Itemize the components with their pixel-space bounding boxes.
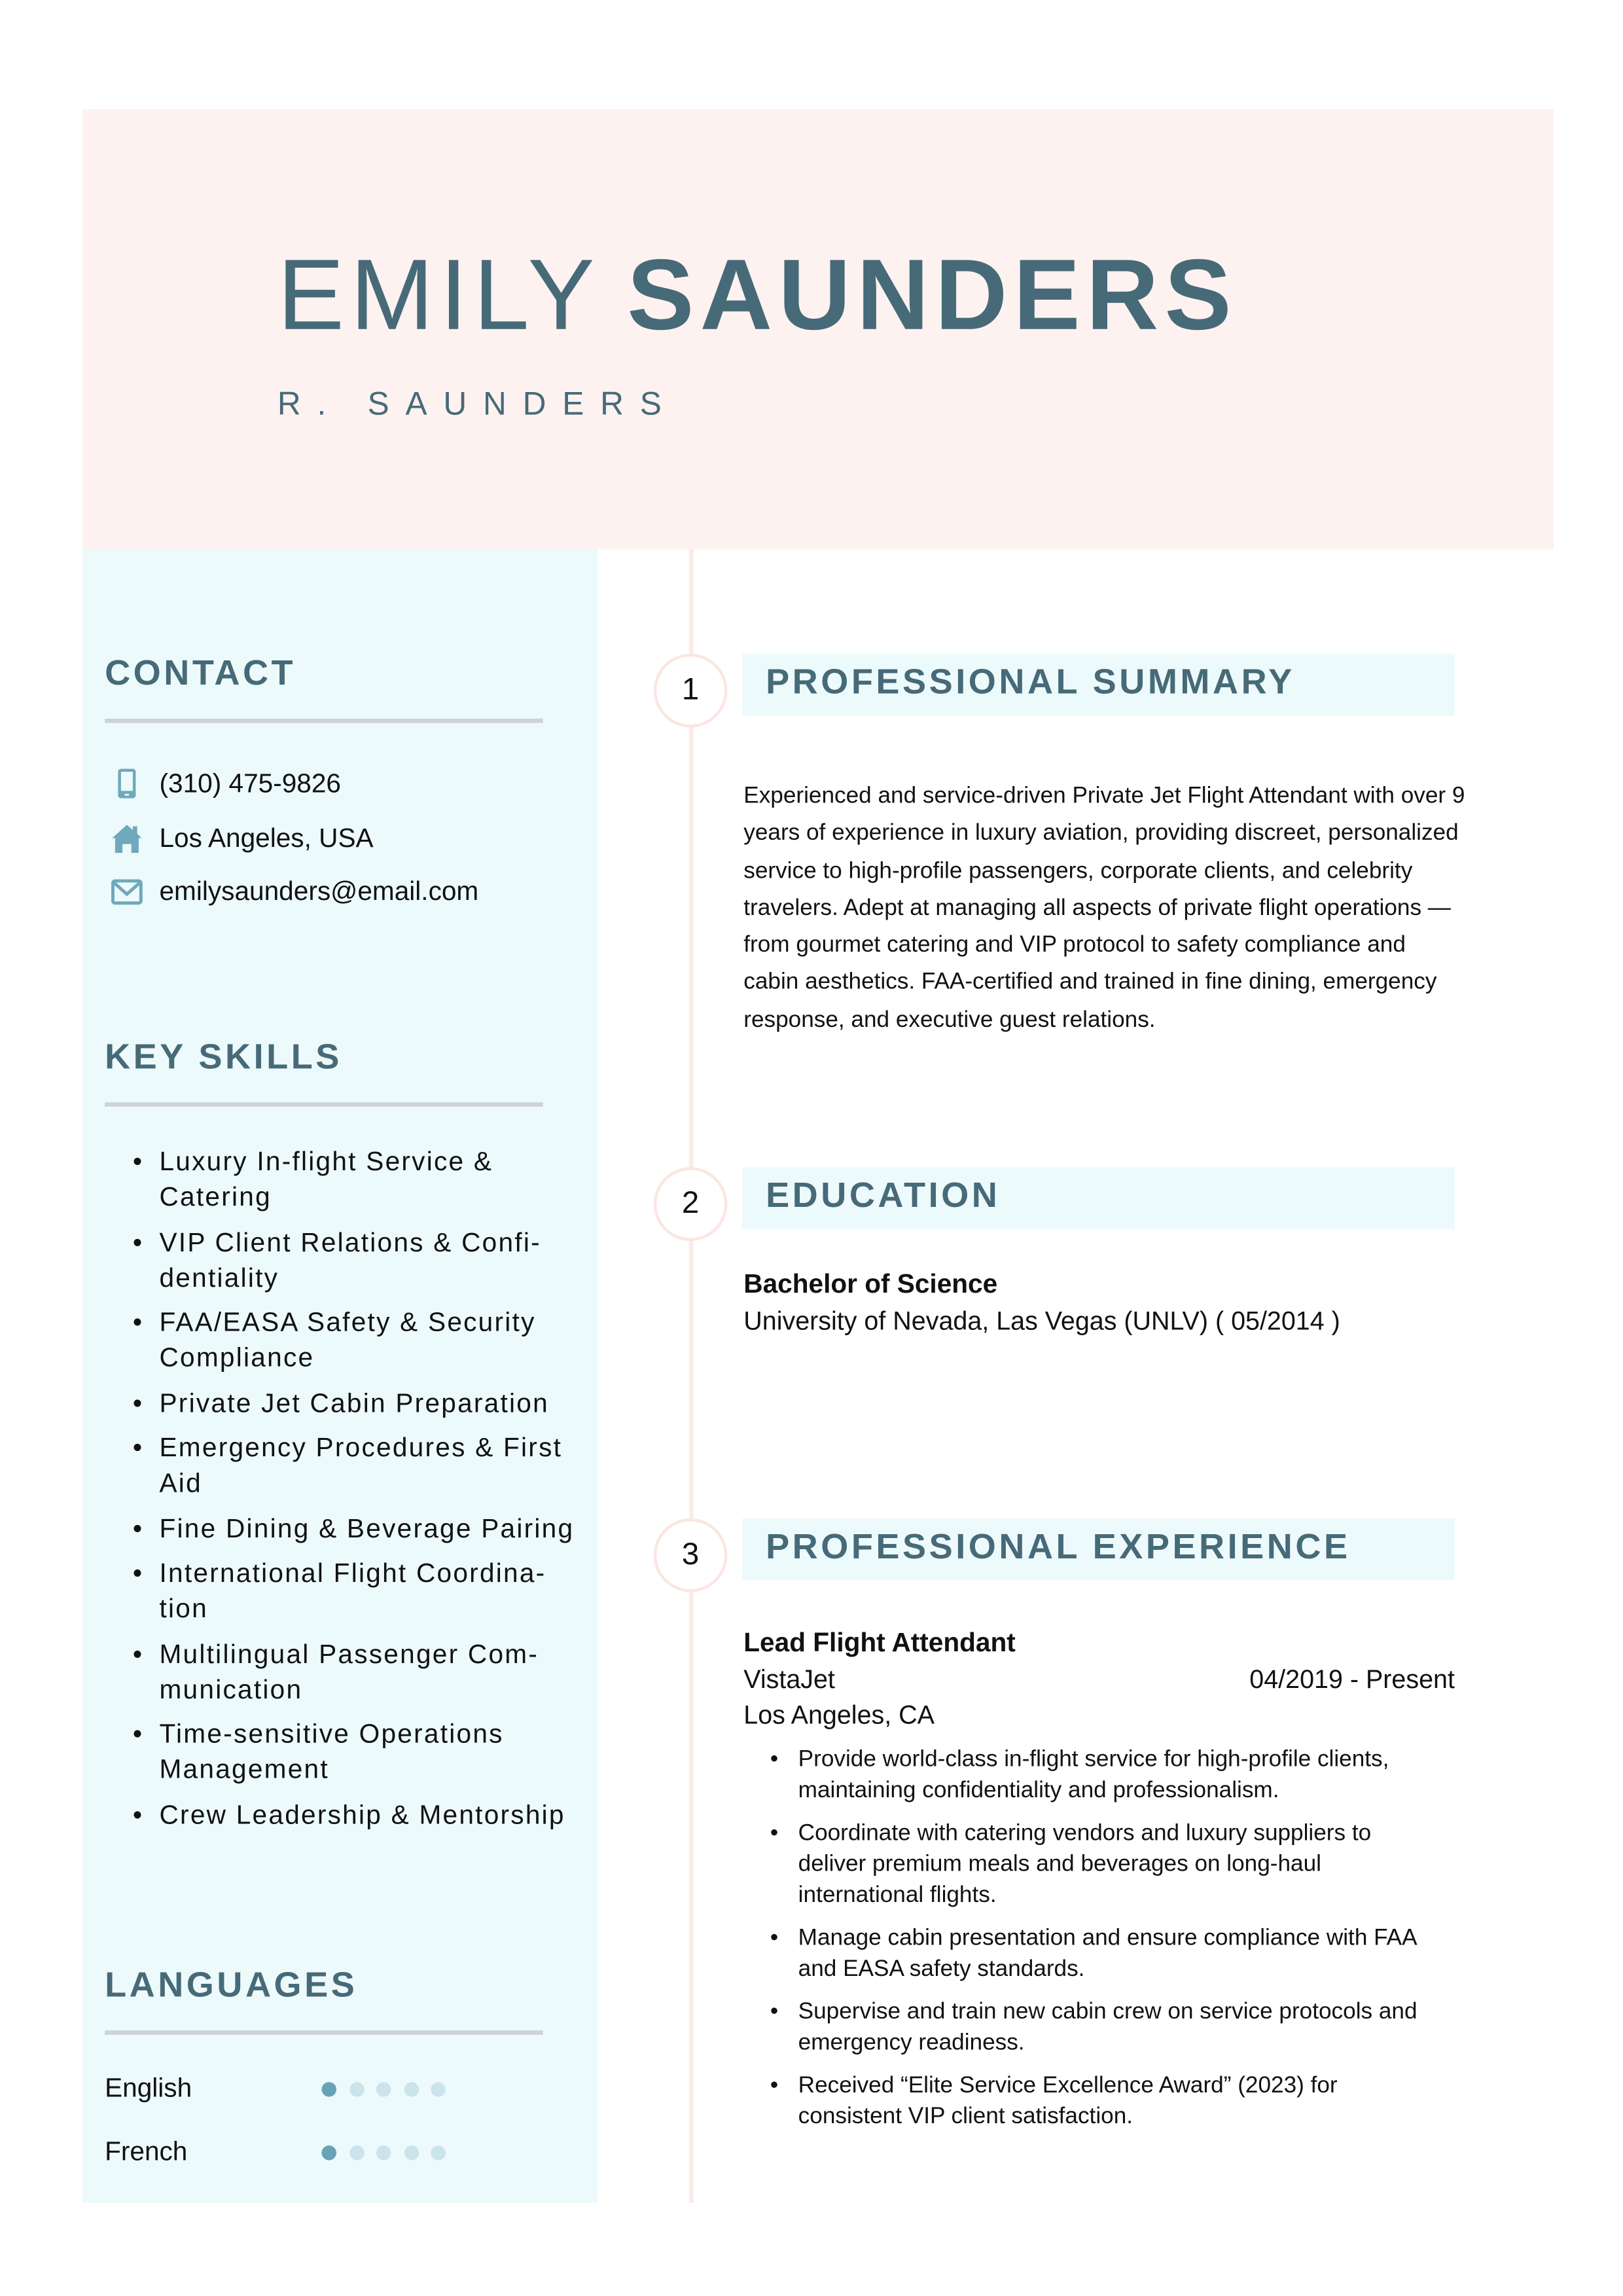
level-dot-empty <box>431 2082 446 2097</box>
language-name: French <box>105 2136 188 2166</box>
contact-phone <box>111 767 341 800</box>
full-name <box>277 236 1238 354</box>
contact-heading: CONTACT <box>105 653 296 694</box>
job-bullet: • Manage cabin presentation and ensure compliance with FAA and EASA safety standards. <box>770 1923 1435 1985</box>
level-dot-empty <box>349 2082 364 2097</box>
job-title: Lead Flight Attendant <box>743 1627 1016 1657</box>
section-number: 3 <box>654 1518 728 1592</box>
divider <box>105 719 543 723</box>
language-name: English <box>105 2073 192 2103</box>
section-title: PROFESSIONAL SUMMARY <box>766 662 1295 703</box>
contact-location <box>111 822 374 855</box>
level-dot-empty <box>349 2145 364 2161</box>
skill-item: • Emergency Procedures & First Aid <box>133 1430 575 1501</box>
skill-item: • Multilingual Passenger Com-munication <box>133 1636 575 1706</box>
skill-item: • VIP Client Relations & Confi-dentiality <box>133 1224 575 1295</box>
skill-item: • Time-sensitive Operations Management <box>133 1716 575 1787</box>
section-header-education <box>742 1167 1455 1229</box>
section-header-summary <box>742 654 1455 716</box>
level-dot-empty <box>376 2082 391 2097</box>
skill-item: • International Flight Coordina-tion <box>133 1555 575 1626</box>
skill-item: • Crew Leadership & Mentorship <box>133 1797 575 1832</box>
section-number: 2 <box>654 1167 728 1241</box>
skills-heading: KEY SKILLS <box>105 1037 342 1077</box>
job-bullet: • Provide world-class in-flight service for high-profile clients, maintaining confidentiality and professionalism. <box>770 1744 1435 1806</box>
level-dot-empty <box>404 2082 419 2097</box>
level-dot-empty <box>376 2145 391 2161</box>
degree: Bachelor of Science <box>743 1268 998 1299</box>
first-name: EMILY <box>277 239 601 351</box>
job-bullet: • Supervise and train new cabin crew on service protocols and emergency readiness. <box>770 1996 1435 2058</box>
skill-item: • Private Jet Cabin Preparation <box>133 1385 575 1420</box>
phone-text: (310) 475-9826 <box>159 768 342 798</box>
skill-item: • FAA/EASA Safety & Security Compliance <box>133 1304 575 1375</box>
subtitle: R. SAUNDERS <box>277 385 678 422</box>
contact-email <box>111 875 478 908</box>
section-title: EDUCATION <box>766 1175 1001 1216</box>
email-link[interactable]: emilysaunders@email.com <box>159 876 479 906</box>
level-dot-filled <box>321 2145 336 2161</box>
job-bullet: • Received “Elite Service Excellence Award” (2023) for consistent VIP client satisfaction. <box>770 2070 1435 2132</box>
last-name: SAUNDERS <box>627 239 1238 351</box>
company: VistaJet <box>743 1664 835 1695</box>
job-bullets <box>770 1744 1435 2144</box>
section-header-experience <box>742 1518 1455 1581</box>
level-dot-empty <box>404 2145 419 2161</box>
job-location: Los Angeles, CA <box>743 1700 935 1730</box>
school: University of Nevada, Las Vegas (UNLV) ( 05/2014 ) <box>743 1306 1340 1336</box>
timeline-line <box>689 549 694 2203</box>
language-level <box>321 2082 445 2097</box>
skill-item: • Luxury In-flight Service & Catering <box>133 1143 575 1214</box>
email-icon <box>111 875 143 908</box>
skill-item: • Fine Dining & Beverage Pairing <box>133 1510 575 1545</box>
language-level <box>321 2145 445 2161</box>
skills-list <box>133 1143 575 1841</box>
level-dot-empty <box>431 2145 446 2161</box>
divider <box>105 1102 543 1107</box>
job-dates: 04/2019 - Present <box>1249 1664 1455 1695</box>
summary-text: Experienced and service-driven Private Jet Flight Attendant with over 9 years of experience in luxury aviation, providing discreet, personalized service to high-profile passengers, corporate clients, and celebrity travelers. Adept at managing all aspects of private flight operations — from gourmet catering and VIP protocol to safety compliance and cabin aesthetics. FAA-certified and trained in fine dining, emergency response, and executive guest relations. <box>743 783 1465 1033</box>
home-icon <box>111 822 143 855</box>
level-dot-filled <box>321 2082 336 2097</box>
section-title: PROFESSIONAL EXPERIENCE <box>766 1527 1351 1568</box>
job-bullet: • Coordinate with catering vendors and luxury suppliers to deliver premium meals and beverages on long-haul international flights. <box>770 1818 1435 1911</box>
divider <box>105 2030 543 2035</box>
location-text: Los Angeles, USA <box>159 822 374 852</box>
languages-heading: LANGUAGES <box>105 1965 358 2005</box>
phone-icon <box>111 767 143 800</box>
section-number: 1 <box>654 654 728 728</box>
